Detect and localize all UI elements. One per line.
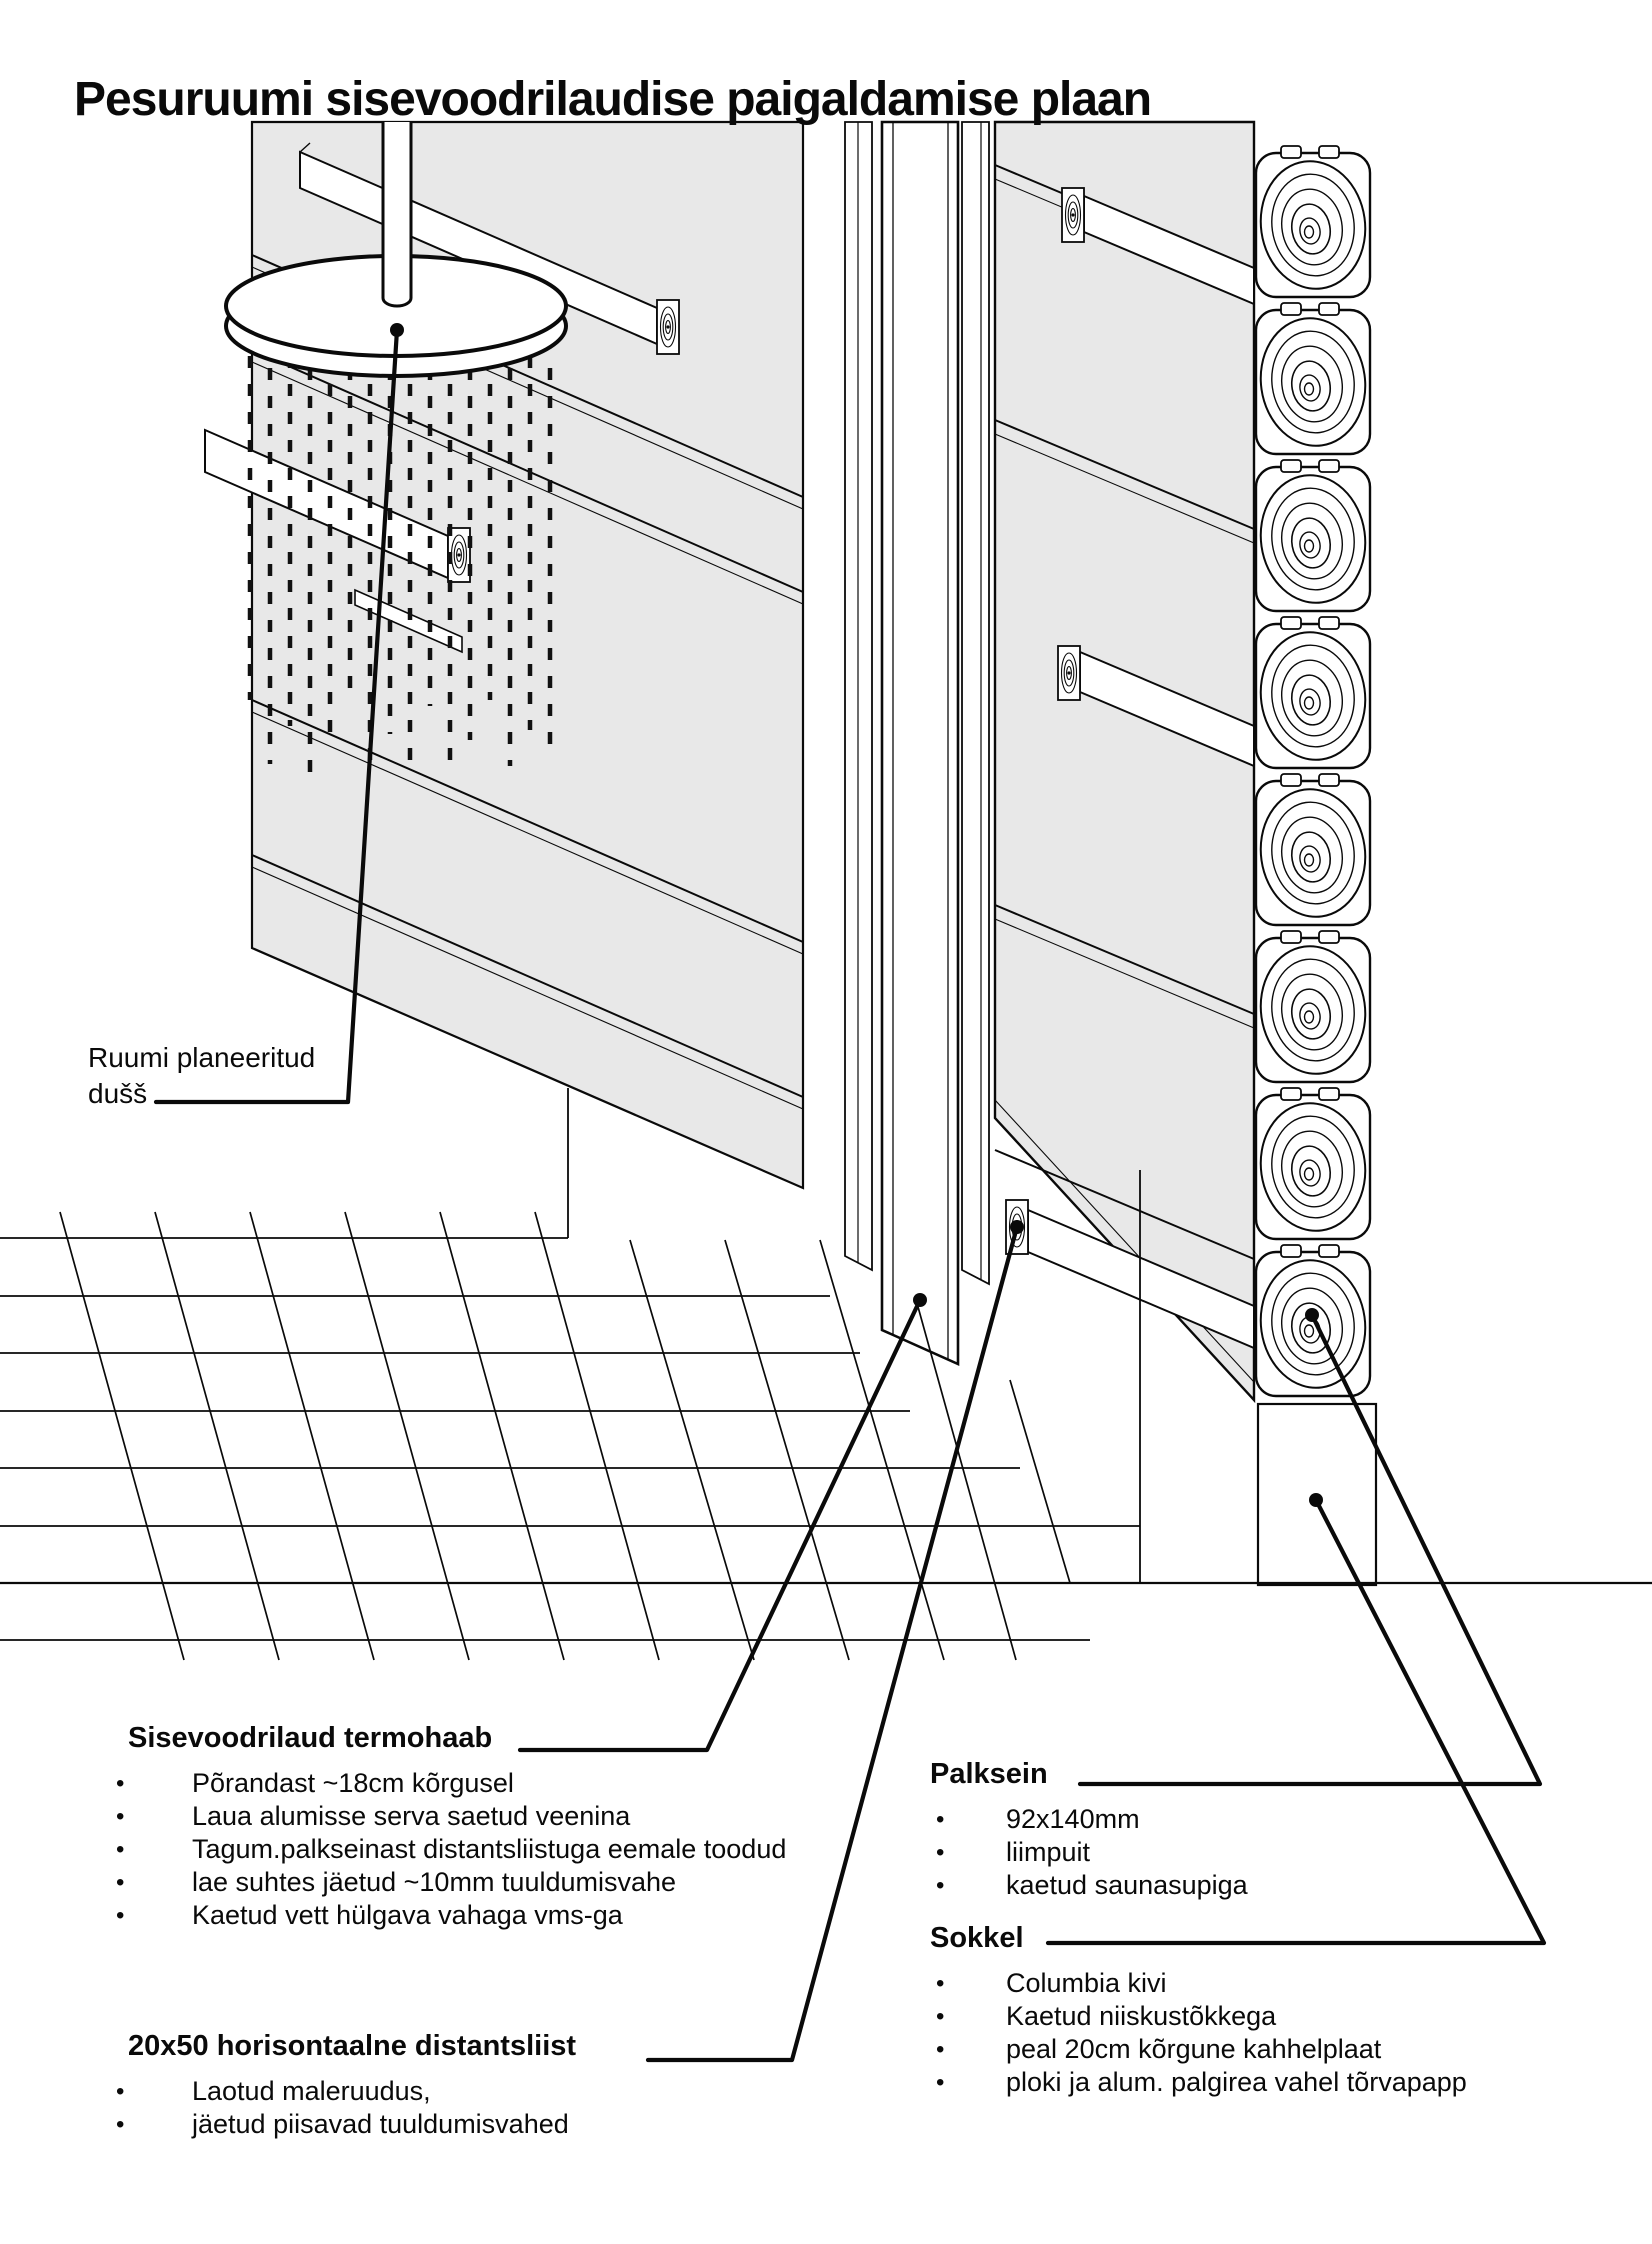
list-item-text: liimpuit bbox=[1006, 1837, 1091, 1867]
leader-dot-shower bbox=[390, 323, 404, 337]
annotation-heading: Sisevoodrilaud termohaab bbox=[128, 1722, 493, 1754]
bullet-marker: • bbox=[116, 2111, 125, 2138]
list-item-text: kaetud saunasupiga bbox=[1006, 1870, 1248, 1900]
list-item-text: Kaetud niiskustõkkega bbox=[1006, 2001, 1277, 2031]
wall-cladding-right bbox=[995, 122, 1254, 1400]
list-item bbox=[114, 1866, 786, 1899]
list-item-text: Laotud maleruudus, bbox=[192, 2076, 431, 2106]
list-item bbox=[114, 1833, 786, 1866]
label-shower bbox=[88, 1040, 368, 1112]
leader-dot-sisevoodrilaud bbox=[913, 1293, 927, 1307]
annotation-heading: Palksein bbox=[930, 1758, 1048, 1790]
list-item bbox=[934, 1967, 1467, 2000]
page-title: Pesuruumi sisevoodrilaudise paigaldamise plaan bbox=[74, 73, 1152, 127]
bullet-marker: • bbox=[936, 1872, 945, 1899]
label-shower-line2: dušš bbox=[88, 1078, 148, 1109]
list-item-text: Põrandast ~18cm kõrgusel bbox=[192, 1768, 514, 1798]
annotation-list bbox=[934, 1967, 1467, 2099]
bullet-marker: • bbox=[936, 2003, 945, 2030]
list-item bbox=[114, 1767, 786, 1800]
bullet-marker: • bbox=[116, 2078, 125, 2105]
annotation-heading: 20x50 horisontaalne distantsliist bbox=[128, 2030, 577, 2062]
bullet-marker: • bbox=[116, 1836, 125, 1863]
list-item bbox=[934, 1836, 1248, 1869]
list-item-text: Tagum.palkseinast distantsliistuga eemale toodud bbox=[192, 1834, 787, 1864]
leader-dot-distantsliist bbox=[1010, 1220, 1024, 1234]
list-item-text: lae suhtes jäetud ~10mm tuuldumisvahe bbox=[192, 1867, 677, 1897]
list-item bbox=[114, 2108, 576, 2141]
list-item-text: peal 20cm kõrgune kahhelplaat bbox=[1006, 2034, 1382, 2064]
log-cross-section bbox=[1253, 303, 1374, 454]
annotation-sisevoodrilaud bbox=[116, 1722, 787, 1932]
bullet-marker: • bbox=[936, 2036, 945, 2063]
floor-tiles bbox=[0, 1088, 1652, 1660]
list-item-text: Kaetud vett hülgava vahaga vms-ga bbox=[192, 1900, 623, 1930]
list-item bbox=[114, 1899, 786, 1932]
annotation-list bbox=[114, 2075, 576, 2141]
bullet-marker: • bbox=[116, 1869, 125, 1896]
annotation-heading: Sokkel bbox=[930, 1922, 1024, 1954]
list-item-text: 92x140mm bbox=[1006, 1804, 1140, 1834]
leader-sisevoodrilaud bbox=[520, 1300, 920, 1750]
log-cross-section bbox=[1253, 1088, 1374, 1239]
annotation-sokkel bbox=[930, 1922, 1467, 2099]
bullet-marker: • bbox=[936, 1806, 945, 1833]
log-cross-section bbox=[1253, 931, 1374, 1082]
log-cross-section bbox=[1253, 617, 1374, 768]
annotation-palksein bbox=[930, 1758, 1248, 1902]
list-item-text: jäetud piisavad tuuldumisvahed bbox=[192, 2109, 569, 2139]
bullet-marker: • bbox=[116, 1902, 125, 1929]
bullet-marker: • bbox=[936, 1839, 945, 1866]
list-item-text: Columbia kivi bbox=[1006, 1968, 1167, 1998]
log-wall bbox=[1253, 146, 1374, 1396]
list-item bbox=[934, 2000, 1467, 2033]
bullet-marker: • bbox=[116, 1803, 125, 1830]
bullet-marker: • bbox=[936, 2069, 945, 2096]
list-item bbox=[934, 2033, 1467, 2066]
log-cross-section bbox=[1253, 460, 1374, 611]
vertical-cladding-boards bbox=[845, 122, 989, 1364]
annotation-list bbox=[114, 1767, 786, 1932]
list-item bbox=[114, 2075, 576, 2108]
annotation-list bbox=[934, 1803, 1248, 1902]
bullet-marker: • bbox=[116, 1770, 125, 1797]
leader-dot-sokkel bbox=[1309, 1493, 1323, 1507]
log-cross-section bbox=[1253, 774, 1374, 925]
list-item bbox=[934, 1803, 1248, 1836]
label-shower-line1: Ruumi planeeritud bbox=[88, 1042, 316, 1073]
list-item bbox=[934, 1869, 1248, 1902]
list-item bbox=[114, 1800, 786, 1833]
bullet-marker: • bbox=[936, 1970, 945, 1997]
leader-dot-palksein bbox=[1305, 1308, 1319, 1322]
list-item bbox=[934, 2066, 1467, 2099]
annotation-distantsliist bbox=[116, 2030, 577, 2141]
log-cross-section bbox=[1253, 146, 1374, 297]
list-item-text: Laua alumisse serva saetud veenina bbox=[192, 1801, 631, 1831]
list-item-text: ploki ja alum. palgirea vahel tõrvapapp bbox=[1006, 2067, 1467, 2097]
